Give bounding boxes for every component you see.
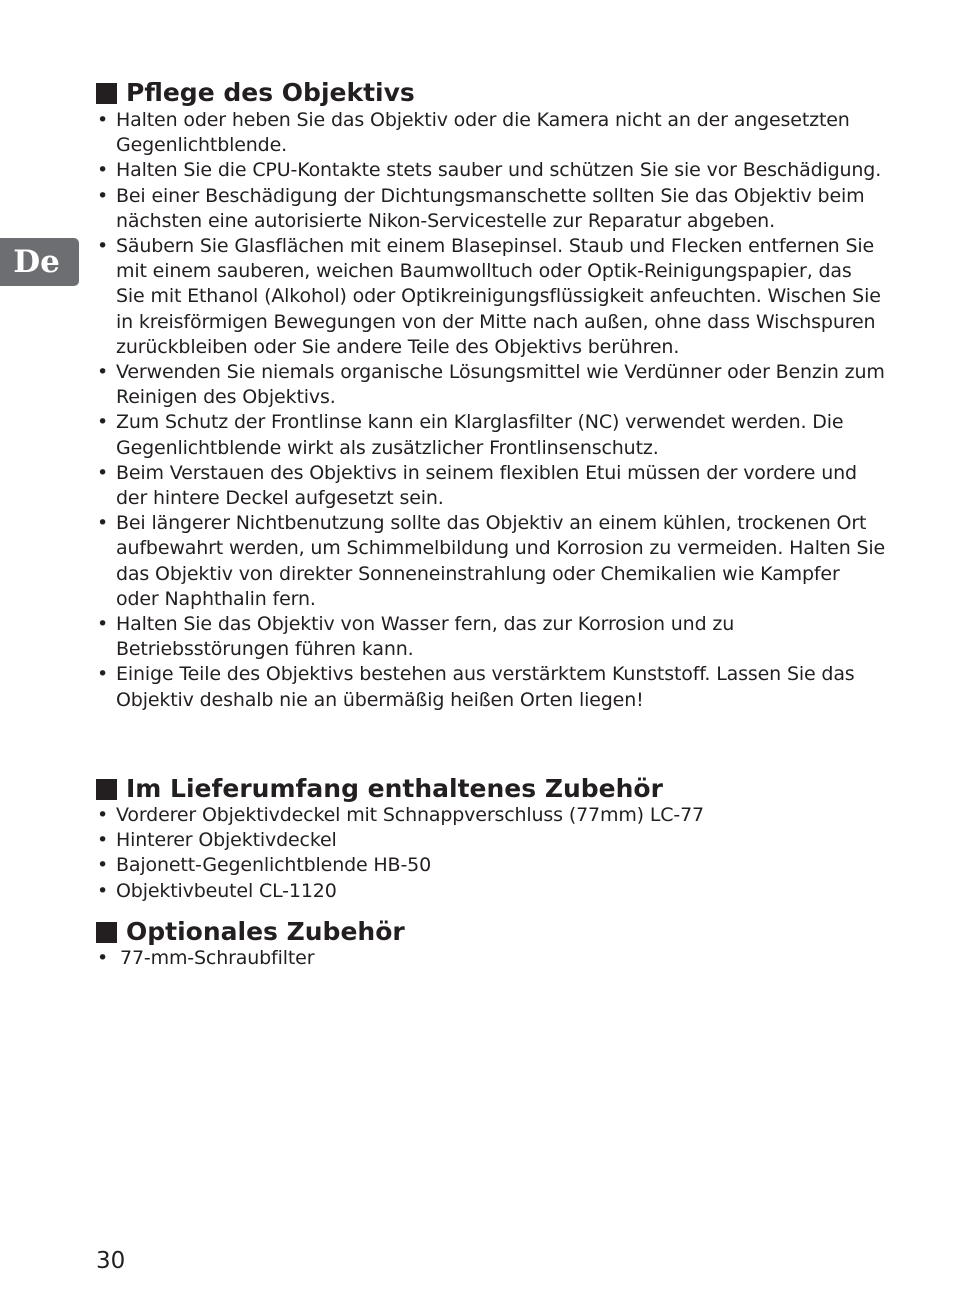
list-item-text: Einige Teile des Objektivs bestehen aus verstärktem Kunststoff. Lassen Sie das Objektiv deshalb nie an übermäßig heißen Orten liegen! <box>116 663 855 711</box>
list-item <box>96 662 886 712</box>
list-item <box>96 612 886 662</box>
list-item-text: Zum Schutz der Frontlinse kann ein Klarglasfilter (NC) verwendet werden. Die Gegenlichtblende wirkt als zusätzlicher Frontlinsenschutz. <box>116 411 844 459</box>
list-item <box>96 853 886 878</box>
bullet-icon: • <box>97 512 109 535</box>
bullet-icon: • <box>97 461 109 484</box>
list-item <box>96 234 886 360</box>
section-title: Im Lieferumfang enthaltenes Zubehör <box>126 774 663 803</box>
list-item-text: Vorderer Objektivdeckel mit Schnappverschluss (77mm) LC-77 <box>116 804 704 826</box>
section-optional-accessories <box>96 918 886 971</box>
list-item <box>96 410 886 460</box>
list-item-text: Bei einer Beschädigung der Dichtungsmanschette sollten Sie das Objektiv beim nächsten eine autorisierte Nikon-Servicestelle zur Reparatur abgeben. <box>116 184 865 232</box>
bullet-icon: • <box>97 947 109 969</box>
bullet-icon: • <box>97 411 109 434</box>
section-included-accessories <box>96 775 886 904</box>
list-item-text: Beim Verstauen des Objektivs in seinem flexiblen Etui müssen der vordere und der hintere Deckel aufgesetzt sein. <box>116 461 857 510</box>
bullet-icon: • <box>97 235 109 258</box>
bullet-list <box>96 108 886 713</box>
bullet-icon: • <box>97 663 109 686</box>
list-item-text: Bajonett-Gegenlichtblende HB-50 <box>116 854 432 877</box>
section-heading <box>96 79 886 107</box>
list-item-text: Halten Sie die CPU-Kontakte stets sauber und schützen Sie sie vor Beschädigung. <box>116 159 882 182</box>
list-item <box>96 158 886 183</box>
list-item <box>96 511 886 612</box>
bullet-icon: • <box>97 804 109 826</box>
list-item <box>96 108 886 158</box>
bullet-icon: • <box>97 159 109 182</box>
section-title: Pflege des Objektivs <box>126 78 415 107</box>
bullet-list <box>96 946 886 971</box>
square-bullet-icon <box>96 83 117 104</box>
list-item <box>96 828 886 853</box>
list-item-text: Bei längerer Nichtbenutzung sollte das Objektiv an einem kühlen, trockenen Ort aufbewahrt werden, um Schimmelbildung und Korrosion zu vermeiden. Halten Sie das Objektiv von direkter Sonneneinstrahlung oder Chemikalien wie Kampfer oder Naphthalin fern. <box>116 512 886 610</box>
bullet-icon: • <box>97 109 109 131</box>
list-item-text: Hinterer Objektivdeckel <box>116 829 337 852</box>
language-tab: De <box>0 238 79 286</box>
list-item <box>96 461 886 511</box>
bullet-icon: • <box>97 879 109 902</box>
list-item <box>96 879 886 904</box>
section-title: Optionales Zubehör <box>126 917 405 946</box>
bullet-icon: • <box>97 184 109 207</box>
bullet-icon: • <box>97 361 109 384</box>
list-item-text: Halten oder heben Sie das Objektiv oder die Kamera nicht an der angesetzten Gegenlichtblende. <box>116 109 850 157</box>
section-heading <box>96 918 886 946</box>
list-item <box>96 946 886 971</box>
bullet-icon: • <box>97 829 109 852</box>
list-item-text: Verwenden Sie niemals organische Lösungsmittel wie Verdünner oder Benzin zum Reinigen des Objektivs. <box>116 361 885 409</box>
list-item-text: 77-mm-Schraubfilter <box>120 947 315 969</box>
list-item <box>96 360 886 410</box>
section-lens-care <box>96 79 886 713</box>
list-item-text: Halten Sie das Objektiv von Wasser fern, das zur Korrosion und zu Betriebsstörungen führen kann. <box>116 613 735 661</box>
bullet-icon: • <box>97 613 109 636</box>
square-bullet-icon <box>96 922 117 943</box>
bullet-icon: • <box>97 854 109 877</box>
list-item <box>96 184 886 234</box>
list-item-text: Säubern Sie Glasflächen mit einem Blasepinsel. Staub und Flecken entfernen Sie mit einem sauberen, weichen Baumwolltuch oder Optik-Reinigungspapier, das Sie mit Ethanol (Alkohol) oder Optikreinigungsflüssigkeit anfeuchten. Wischen Sie in kreisförmigen Bewegungen von der Mitte nach außen, ohne dass Wischspuren zurückbleiben oder Sie andere Teile des Objektivs berühren. <box>116 235 881 358</box>
page-number: 30 <box>96 1248 126 1274</box>
list-item <box>96 803 886 828</box>
bullet-list <box>96 803 886 904</box>
square-bullet-icon <box>96 779 117 800</box>
list-item-text: Objektivbeutel CL-1120 <box>116 879 337 902</box>
section-heading <box>96 775 886 803</box>
